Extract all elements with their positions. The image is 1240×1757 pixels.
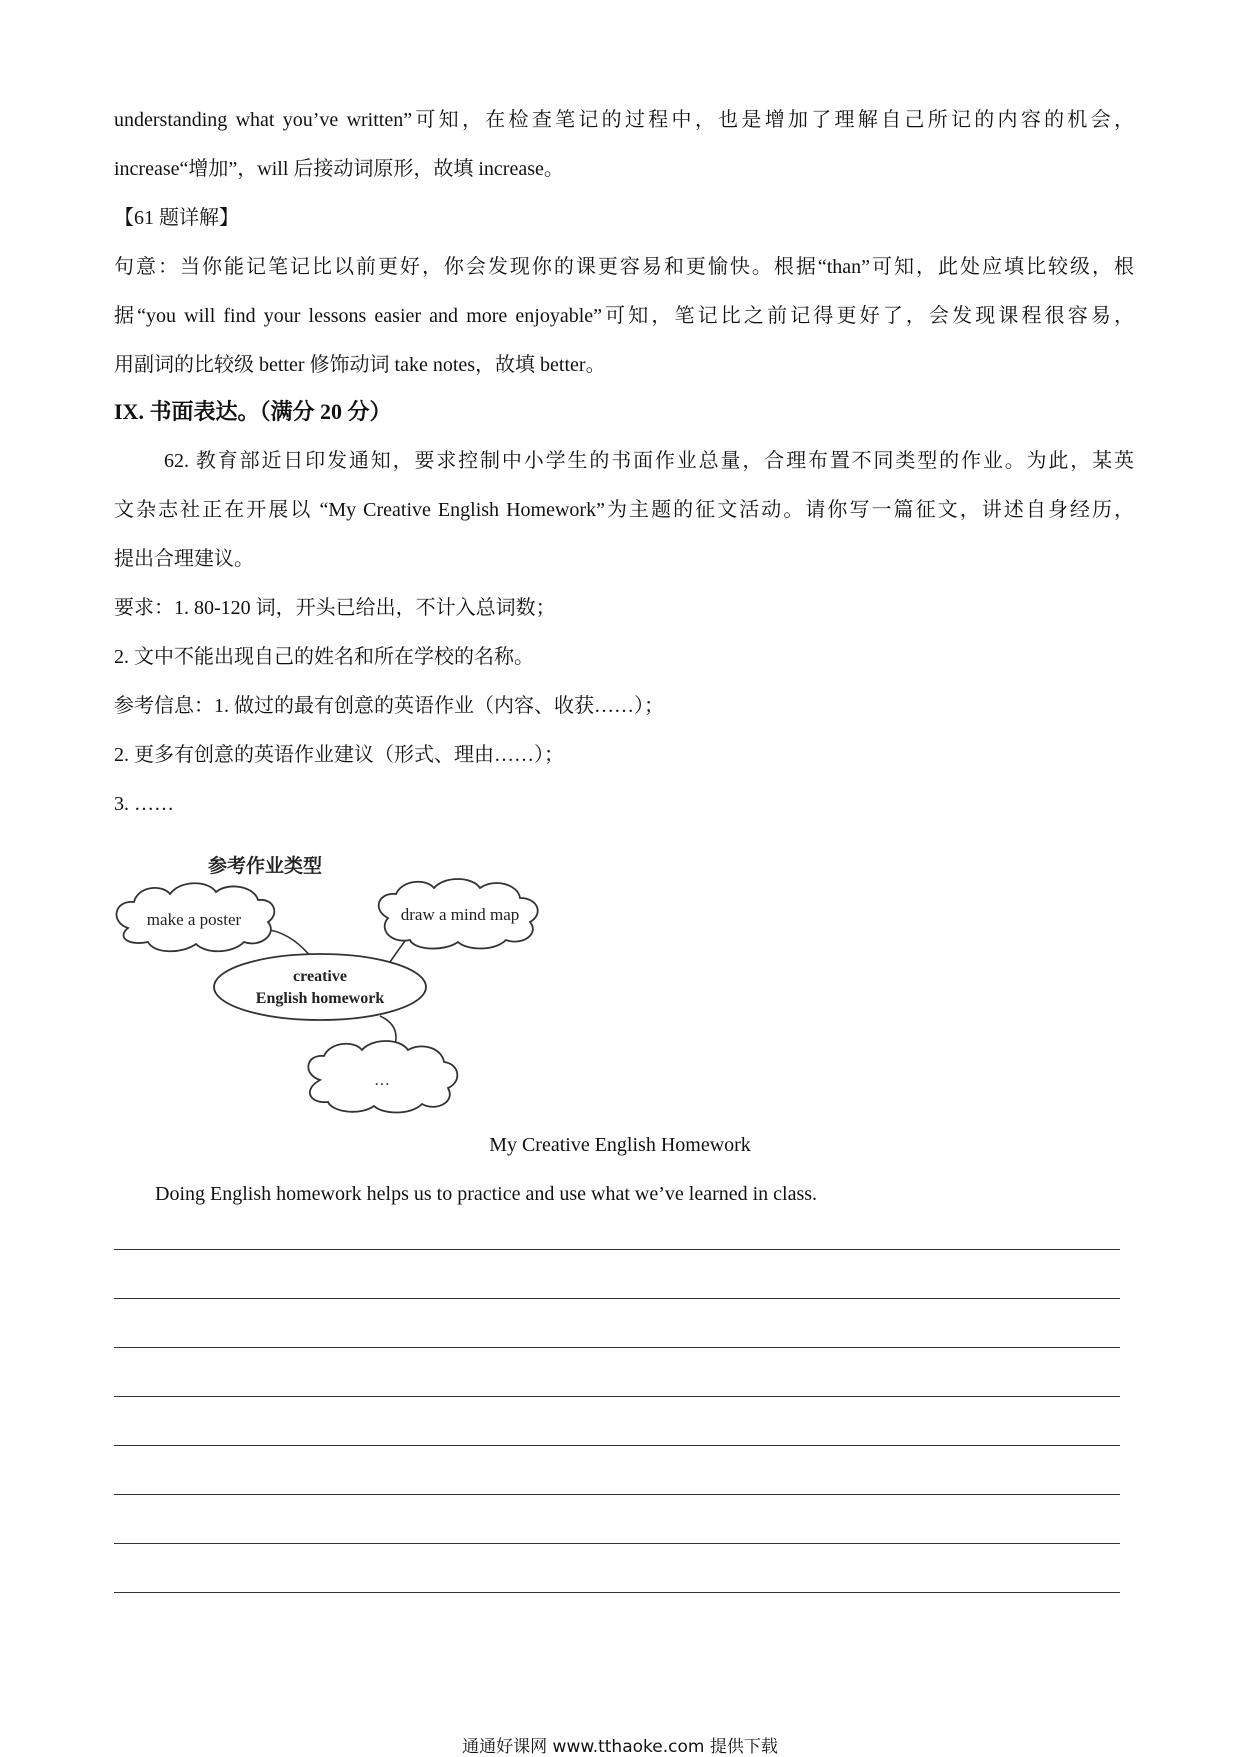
- question-61-line-3: 用副词的比较级 better 修饰动词 take notes，故填 better。: [114, 354, 606, 376]
- question-61-title: 【61 题详解】: [114, 207, 239, 229]
- requirement-1: 要求：1. 80-120 词，开头已给出，不计入总词数；: [114, 597, 556, 619]
- center-node: [214, 954, 426, 1020]
- cloud-right-label: draw a mind map: [400, 905, 520, 924]
- center-label-line-2: English homework: [255, 990, 385, 1007]
- essay-opening-sentence: Doing English homework helps us to practice and use what we’ve learned in class.: [155, 1183, 818, 1205]
- writing-line-5: [114, 1445, 1120, 1446]
- question-61-line-2: 据“you will find your lessons easier and more enjoyable”可知，笔记比之前记得更好了，会发现课程很容易，: [114, 305, 1134, 327]
- paragraph-60-line-2: increase“增加”，will 后接动词原形，故填 increase。: [114, 158, 564, 180]
- section-heading: IX. 书面表达。（满分 20 分）: [114, 399, 392, 424]
- page-footer: 通通好课网 www.tthaoke.com 提供下载: [462, 1737, 778, 1757]
- reference-3: 3. ……: [114, 793, 174, 815]
- writing-line-8: [114, 1592, 1120, 1593]
- question-61-line-1: 句意：当你能记笔记比以前更好，你会发现你的课更容易和更愉快。根据“than”可知，此处应填比较级，根: [114, 256, 1134, 278]
- writing-line-3: [114, 1347, 1120, 1348]
- writing-line-4: [114, 1396, 1120, 1397]
- reference-2: 2. 更多有创意的英语作业建议（形式、理由……）；: [114, 744, 564, 766]
- reference-1: 参考信息：1. 做过的最有创意的英语作业（内容、收获……）；: [114, 695, 664, 717]
- writing-line-2: [114, 1298, 1120, 1299]
- paragraph-60-line-1: understanding what you’ve written”可知，在检查笔记的过程中，也是增加了理解自己所记的内容的机会，: [114, 109, 1134, 131]
- mind-map-title: 参考作业类型: [207, 856, 323, 877]
- homework-mind-map: [110, 850, 580, 1120]
- writing-line-6: [114, 1494, 1120, 1495]
- essay-title: My Creative English Homework: [489, 1134, 751, 1156]
- task-intro-line-2: 文杂志社正在开展以 “My Creative English Homework”为主题的征文活动。请你写一篇征文，讲述自身经历，: [114, 499, 1134, 521]
- task-intro-line-3: 提出合理建议。: [114, 548, 254, 570]
- center-label-line-1: creative: [293, 968, 347, 985]
- writing-line-7: [114, 1543, 1120, 1544]
- requirement-2: 2. 文中不能出现自己的姓名和所在学校的名称。: [114, 646, 534, 668]
- writing-line-1: [114, 1249, 1120, 1250]
- cloud-more-homework: [308, 1041, 457, 1113]
- cloud-bottom-label: …: [374, 1072, 390, 1089]
- cloud-draw-a-mind-map: [379, 879, 538, 949]
- cloud-left-label: make a poster: [146, 910, 242, 929]
- cloud-make-a-poster: [117, 883, 275, 951]
- task-intro-line-1: 62. 教育部近日印发通知，要求控制中小学生的书面作业总量，合理布置不同类型的作业。为此，某英: [164, 450, 1134, 472]
